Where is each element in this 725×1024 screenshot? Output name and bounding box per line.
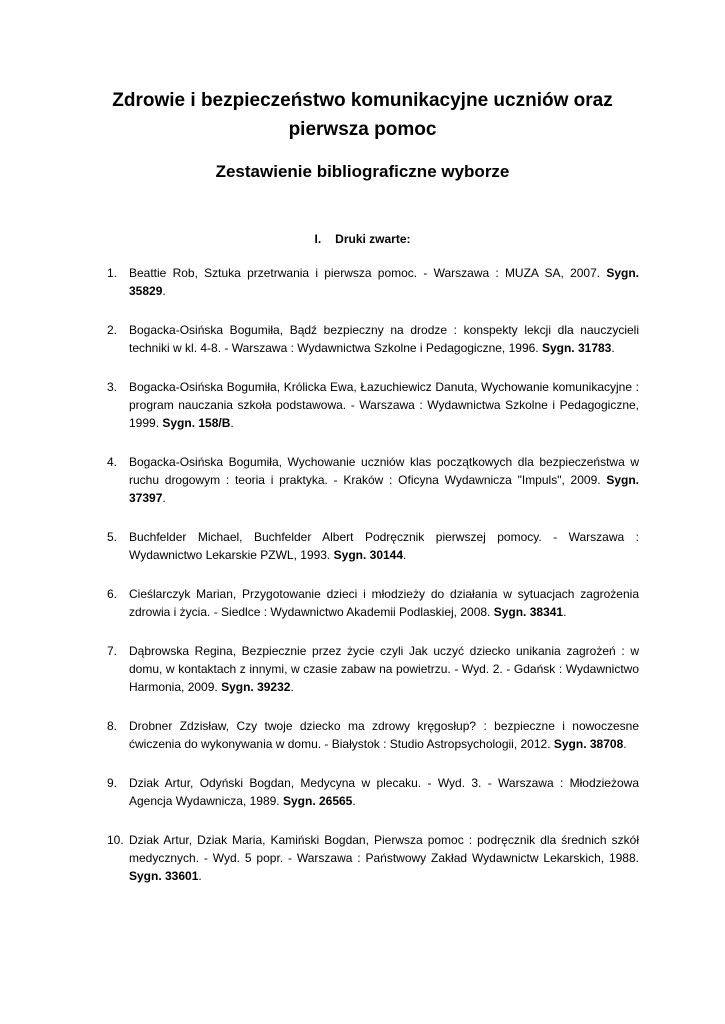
section-label: Druki zwarte: xyxy=(335,232,411,246)
entry-end: . xyxy=(162,491,166,506)
entry-number: 5. xyxy=(107,530,118,545)
entry-number: 2. xyxy=(107,322,118,337)
entry-text: Dziak Artur, Dziak Maria, Kamiński Bogdan, Pierwsza pomoc : podręcznik dla średnich szkół medycznych. - Wyd. 5 popr. - Warszawa : Państwowy Zakład Wydawnictw Lekarskich, 1988. xyxy=(129,832,639,865)
document-subtitle: Zestawienie bibliograficzne wyborze xyxy=(215,162,510,181)
entry-call-number: Sygn. 39232 xyxy=(221,680,291,695)
entry-number: 9. xyxy=(107,775,118,790)
entry-text: Cieślarczyk Marian, Przygotowanie dzieci i młodzieży do działania w sytuacjach zagrożenia zdrowia i życia. - Siedlce : Wydawnictwo Akademii Podlaskiej, 2008. xyxy=(129,586,639,620)
entry-call-number: Sygn. 158/B xyxy=(162,416,231,431)
title-line-2: pierwsza pomoc xyxy=(288,119,437,140)
bibliography-entry xyxy=(107,528,639,564)
entry-text: Bogacka-Osińska Bogumiła, Królicka Ewa, Łazuchiewicz Danuta, Wychowanie komunikacyjne : program nauczania szkoła podstawowa. - Warszawa : Wydawnictwa Szkolne i Pedagogiczne, 1999. xyxy=(129,379,639,431)
entry-call-number: Sygn. 38708 xyxy=(553,737,624,752)
entry-end: . xyxy=(162,284,166,299)
section-number: I. xyxy=(314,232,322,246)
bibliography-entry xyxy=(107,264,639,300)
entry-end: . xyxy=(403,548,407,563)
entry-number: 8. xyxy=(107,718,118,733)
entry-end: . xyxy=(563,605,567,620)
entry-text: Buchfelder Michael, Buchfelder Albert Podręcznik pierwszej pomocy. - Warszawa : Wydawnictwo Lekarskie PZWL, 1993. xyxy=(129,530,639,563)
bibliography-entry xyxy=(107,642,639,697)
bibliography-entry xyxy=(107,774,639,810)
bibliography-entry xyxy=(107,831,639,886)
bibliography-entry xyxy=(107,717,639,753)
entry-call-number: Sygn. 26565 xyxy=(282,794,353,809)
entry-number: 7. xyxy=(107,643,118,658)
entry-call-number: Sygn. 38341 xyxy=(493,605,564,620)
entry-end: . xyxy=(290,680,294,695)
title-line-1: Zdrowie i bezpieczeństwo komunikacyjne uczniów oraz xyxy=(112,90,613,111)
entry-text: Beattie Rob, Sztuka przetrwania i pierwsza pomoc. - Warszawa : MUZA SA, 2007. xyxy=(129,266,607,280)
entry-end: . xyxy=(611,341,615,356)
entry-number: 4. xyxy=(107,454,118,469)
entry-number: 6. xyxy=(107,586,118,601)
bibliography-entry xyxy=(107,453,639,508)
bibliography-entry xyxy=(107,378,639,433)
entry-number: 1. xyxy=(107,266,118,280)
entry-call-number: Sygn. 30144 xyxy=(333,548,404,563)
bibliography-list xyxy=(107,264,639,906)
entry-call-number: Sygn. 37397 xyxy=(129,473,639,506)
entry-end: . xyxy=(623,737,627,752)
entry-end: . xyxy=(352,794,356,809)
entry-number: 3. xyxy=(107,379,118,394)
entry-text: Drobner Zdzisław, Czy twoje dziecko ma zdrowy kręgosłup? : bezpieczne i nowoczesne ćwiczenia do wykonywania w domu. - Białystok : Studio Astropsychologii, 2012. xyxy=(129,718,639,752)
entry-call-number: Sygn. 31783 xyxy=(541,341,612,356)
entry-text: Dąbrowska Regina, Bezpiecznie przez życie czyli Jak uczyć dziecko unikania zagrożeń : w domu, w kontaktach z innymi, w czasie zabaw na powietrzu. - Wyd. 2. - Gdańsk : Wydawnictwo Harmonia, 2009. xyxy=(129,643,639,695)
section-heading xyxy=(60,230,665,248)
bibliography-entry xyxy=(107,321,639,357)
entry-end: . xyxy=(230,416,234,431)
entry-call-number: Sygn. 33601 xyxy=(129,869,199,884)
bibliography-entry xyxy=(107,585,639,621)
entry-text: Bogacka-Osińska Bogumiła, Wychowanie uczniów klas początkowych dla bezpieczeństwa w ruchu drogowym : teoria i praktyka. - Kraków : Oficyna Wydawnicza "Impuls", 2009. xyxy=(129,454,639,488)
entry-call-number: Sygn. 35829 xyxy=(129,266,639,299)
entry-text: Bogacka-Osińska Bogumiła, Bądź bezpieczny na drodze : konspekty lekcji dla nauczycieli techniki w kl. 4-8. - Warszawa : Wydawnictwa Szkolne i Pedagogiczne, 1996. xyxy=(129,322,639,356)
entry-end: . xyxy=(198,869,202,884)
entry-text: Dziak Artur, Odyński Bogdan, Medycyna w plecaku. - Wyd. 3. - Warszawa : Młodzieżowa Agencja Wydawnicza, 1989. xyxy=(129,775,639,809)
document-title xyxy=(60,86,665,144)
entry-number: 10. xyxy=(107,832,124,847)
